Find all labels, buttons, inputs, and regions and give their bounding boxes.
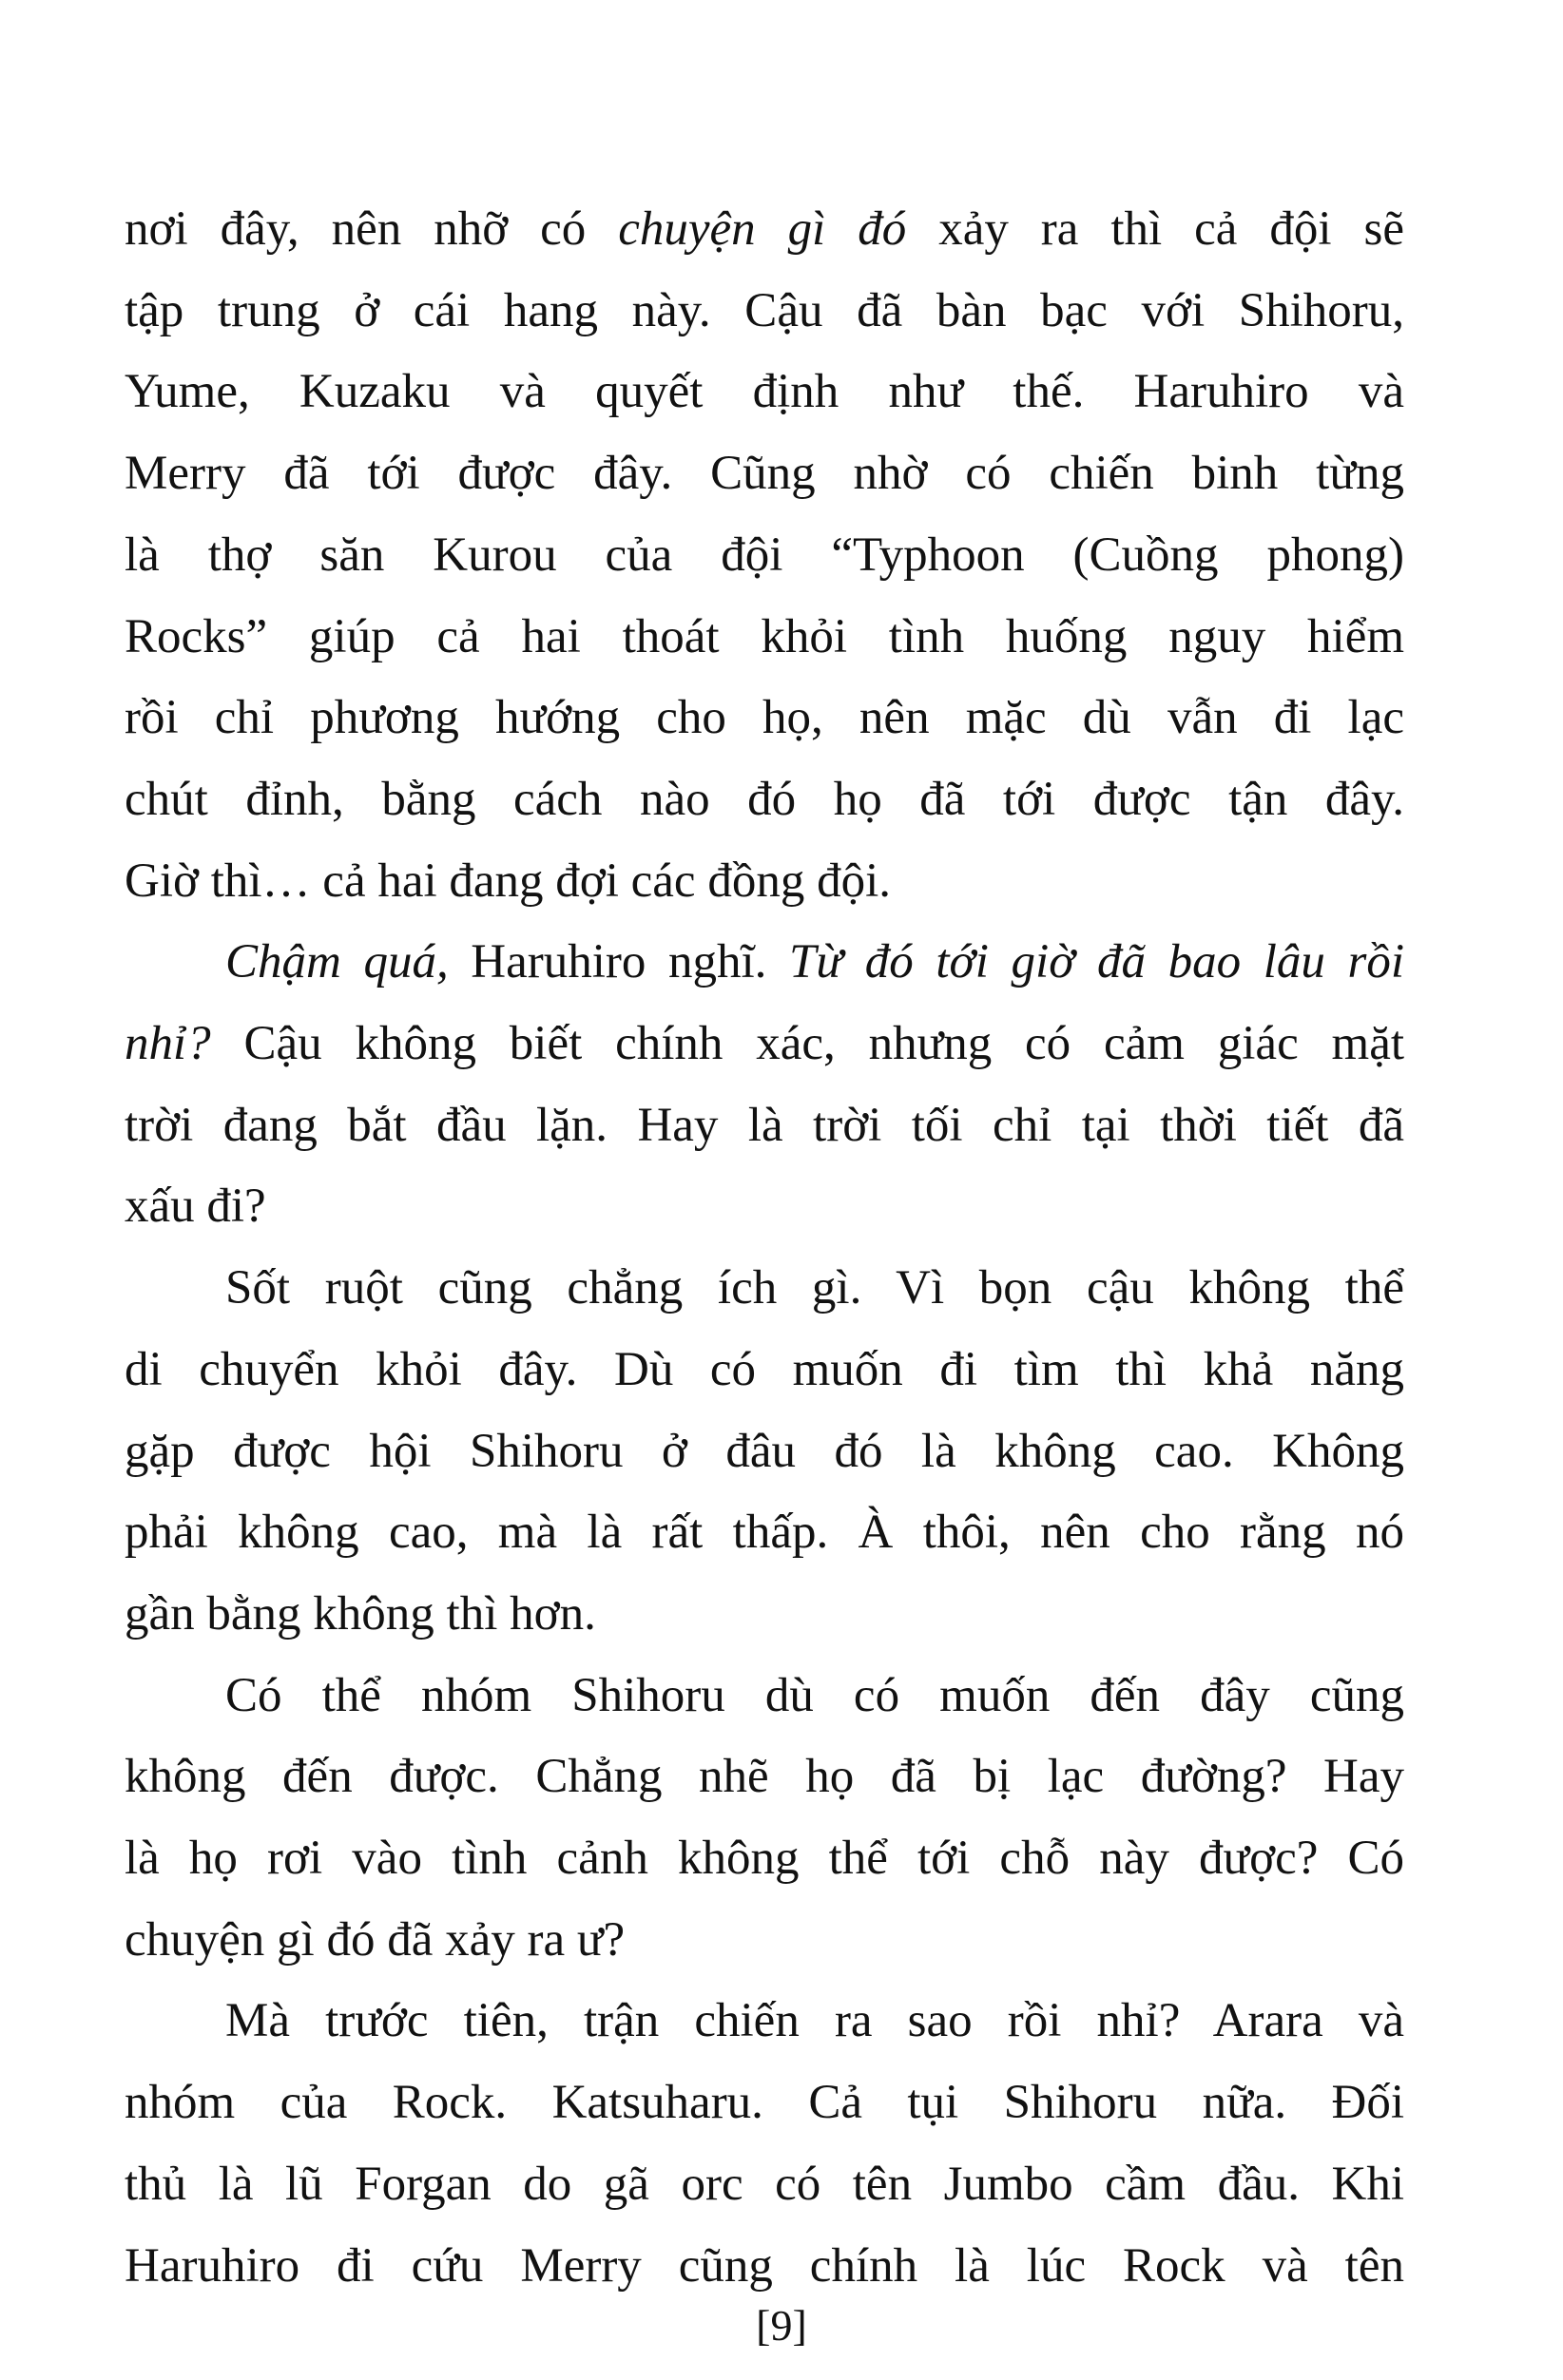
text-segment: xảy ra thì cả đội sẽ: [906, 202, 1404, 256]
text-segment: Cậu không biết chính xác, nhưng có cảm giác mặt: [210, 1017, 1404, 1070]
text-segment: trời đang bắt đầu lặn. Hay là trời tối chỉ tại thời tiết đã: [125, 1098, 1404, 1152]
text-line: [125, 677, 1404, 758]
text-line: [125, 1655, 1404, 1737]
text-segment: Yume, Kuzaku và quyết định như thế. Haruhiro và: [125, 365, 1404, 419]
text-line: [125, 1817, 1404, 1899]
text-line: [125, 840, 1404, 922]
text-line: [125, 1736, 1404, 1817]
text-segment: di chuyển khỏi đây. Dù có muốn đi tìm thì khả năng: [125, 1342, 1404, 1396]
text-segment: là họ rơi vào tình cảnh không thể tới chỗ này được? Có: [125, 1832, 1404, 1885]
text-segment: Rocks” giúp cả hai thoát khỏi tình huống nguy hiểm: [125, 609, 1404, 663]
text-line: [125, 188, 1404, 270]
text-line: [125, 1247, 1404, 1329]
text-segment: Có thể nhóm Shihoru dù có muốn đến đây cũng: [225, 1668, 1404, 1722]
text-line: [125, 432, 1404, 514]
text-segment: Mà trước tiên, trận chiến ra sao rồi nhỉ? Arara và: [225, 1994, 1404, 2048]
italic-text: Chậm quá,: [225, 935, 449, 989]
text-segment: Haruhiro đi cứu Merry cũng chính là lúc Rock và tên: [125, 2238, 1404, 2293]
text-segment: Merry đã tới được đây. Cũng nhờ có chiến binh từng: [125, 447, 1404, 501]
text-segment: phải không cao, mà là rất thấp. À thôi, nên cho rằng nó: [125, 1506, 1404, 1560]
text-line: [125, 1003, 1404, 1084]
text-line: [125, 1980, 1404, 2062]
text-segment: xấu đi?: [125, 1180, 266, 1234]
italic-text: Từ đó tới giờ đã bao lâu rồi: [789, 935, 1404, 989]
text-line: [125, 2225, 1404, 2307]
text-line: [125, 514, 1404, 596]
text-segment: Haruhiro nghĩ.: [448, 935, 790, 989]
page-number: [9]: [756, 2301, 807, 2350]
text-line: [125, 1491, 1404, 1573]
text-line: [125, 1411, 1404, 1492]
text-segment: nơi đây, nên nhỡ có: [125, 202, 619, 256]
text-line: [125, 2062, 1404, 2143]
text-segment: chút đỉnh, bằng cách nào đó họ đã tới được tận đây.: [125, 772, 1404, 826]
text-line: [125, 758, 1404, 840]
text-line: [125, 1084, 1404, 1166]
text-line: [125, 270, 1404, 352]
text-line: [125, 2143, 1404, 2225]
text-segment: Sốt ruột cũng chẳng ích gì. Vì bọn cậu không thể: [225, 1261, 1404, 1315]
text-segment: là thợ săn Kurou của đội “Typhoon (Cuồng phong): [125, 528, 1404, 582]
text-line: [125, 921, 1404, 1003]
text-line: [125, 1899, 1404, 1981]
text-segment: Giờ thì… cả hai đang đợi các đồng đội.: [125, 854, 891, 908]
italic-text: chuyện gì đó: [618, 202, 907, 256]
italic-text: nhỉ?: [125, 1017, 211, 1070]
text-line: [125, 1165, 1404, 1247]
text-segment: rồi chỉ phương hướng cho họ, nên mặc dù vẫn đi lạc: [125, 691, 1404, 745]
text-segment: không đến được. Chẳng nhẽ họ đã bị lạc đường? Hay: [125, 1750, 1404, 1804]
text-segment: thủ là lũ Forgan do gã orc có tên Jumbo cầm đầu. Khi: [125, 2157, 1404, 2211]
text-segment: gần bằng không thì hơn.: [125, 1586, 596, 1641]
text-line: [125, 1573, 1404, 1655]
text-segment: tập trung ở cái hang này. Cậu đã bàn bạc với Shihoru,: [125, 283, 1404, 337]
text-line: [125, 596, 1404, 678]
text-segment: nhóm của Rock. Katsuharu. Cả tụi Shihoru nữa. Đối: [125, 2076, 1404, 2130]
text-segment: chuyện gì đó đã xảy ra ư?: [125, 1912, 626, 1967]
text-line: [125, 1329, 1404, 1411]
text-line: [125, 351, 1404, 432]
text-segment: gặp được hội Shihoru ở đâu đó là không cao. Không: [125, 1424, 1404, 1478]
